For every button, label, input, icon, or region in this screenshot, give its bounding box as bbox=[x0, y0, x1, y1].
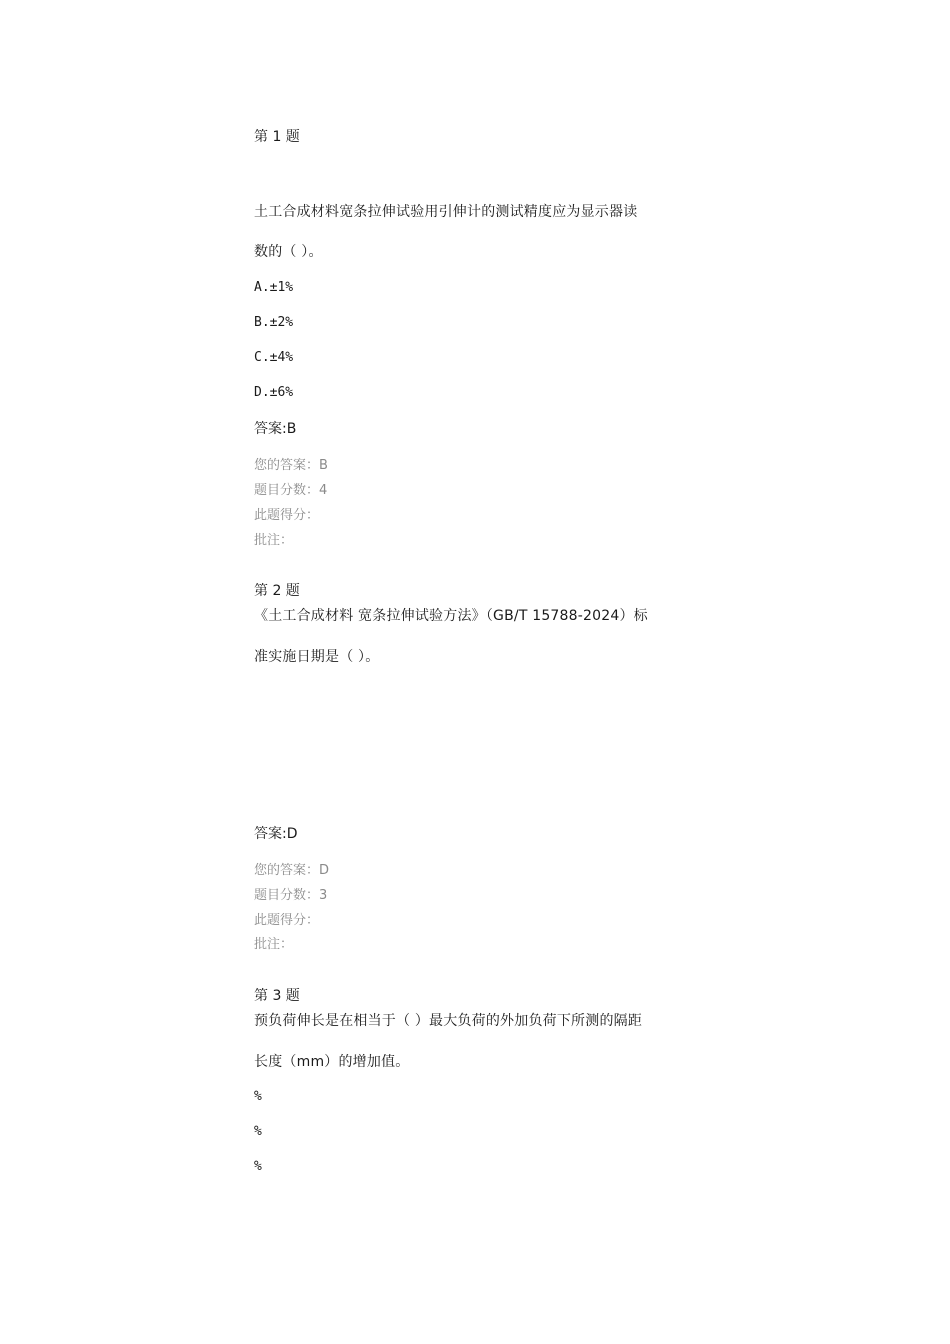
question-3-option-1: % bbox=[254, 1089, 262, 1104]
question-1-stem-line-1: 土工合成材料宽条拉伸试验用引伸计的测试精度应为显示器读 bbox=[254, 204, 638, 220]
question-3-option-2: % bbox=[254, 1124, 262, 1139]
question-1-option-c: C.±4% bbox=[254, 350, 294, 365]
question-1-stem-line-2: 数的（ ）。 bbox=[254, 244, 323, 260]
question-1-your-answer: 您的答案：B bbox=[254, 458, 328, 473]
question-2-your-answer: 您的答案：D bbox=[254, 863, 330, 878]
question-2-stem-line-2: 准实施日期是（ ）。 bbox=[254, 649, 380, 665]
question-2-answer: 答案:D bbox=[254, 826, 298, 842]
question-1-option-b: B.±2% bbox=[254, 315, 294, 330]
question-1-option-d: D.±6% bbox=[254, 385, 294, 400]
question-1-score: 题目分数：4 bbox=[254, 483, 328, 498]
question-3-option-3: % bbox=[254, 1159, 262, 1174]
question-3-title: 第 3 题 bbox=[254, 988, 300, 1004]
question-2-title: 第 2 题 bbox=[254, 583, 300, 599]
question-1-option-a: A.±1% bbox=[254, 280, 294, 295]
question-1-title: 第 1 题 bbox=[254, 129, 300, 145]
question-3-stem-line-1: 预负荷伸长是在相当于（ ）最大负荷的外加负荷下所测的隔距 bbox=[254, 1013, 643, 1029]
question-2-comment: 批注： bbox=[254, 937, 294, 952]
question-1-comment: 批注： bbox=[254, 533, 294, 548]
question-2-score: 题目分数：3 bbox=[254, 888, 328, 903]
question-2-stem-line-1: 《土工合成材料 宽条拉伸试验方法》（GB/T 15788-2024）标 bbox=[254, 608, 648, 624]
question-1-got-score: 此题得分： bbox=[254, 508, 320, 523]
question-1-answer: 答案:B bbox=[254, 421, 297, 437]
question-2-got-score: 此题得分： bbox=[254, 913, 320, 928]
question-3-stem-line-2: 长度（mm）的增加值。 bbox=[254, 1054, 410, 1070]
